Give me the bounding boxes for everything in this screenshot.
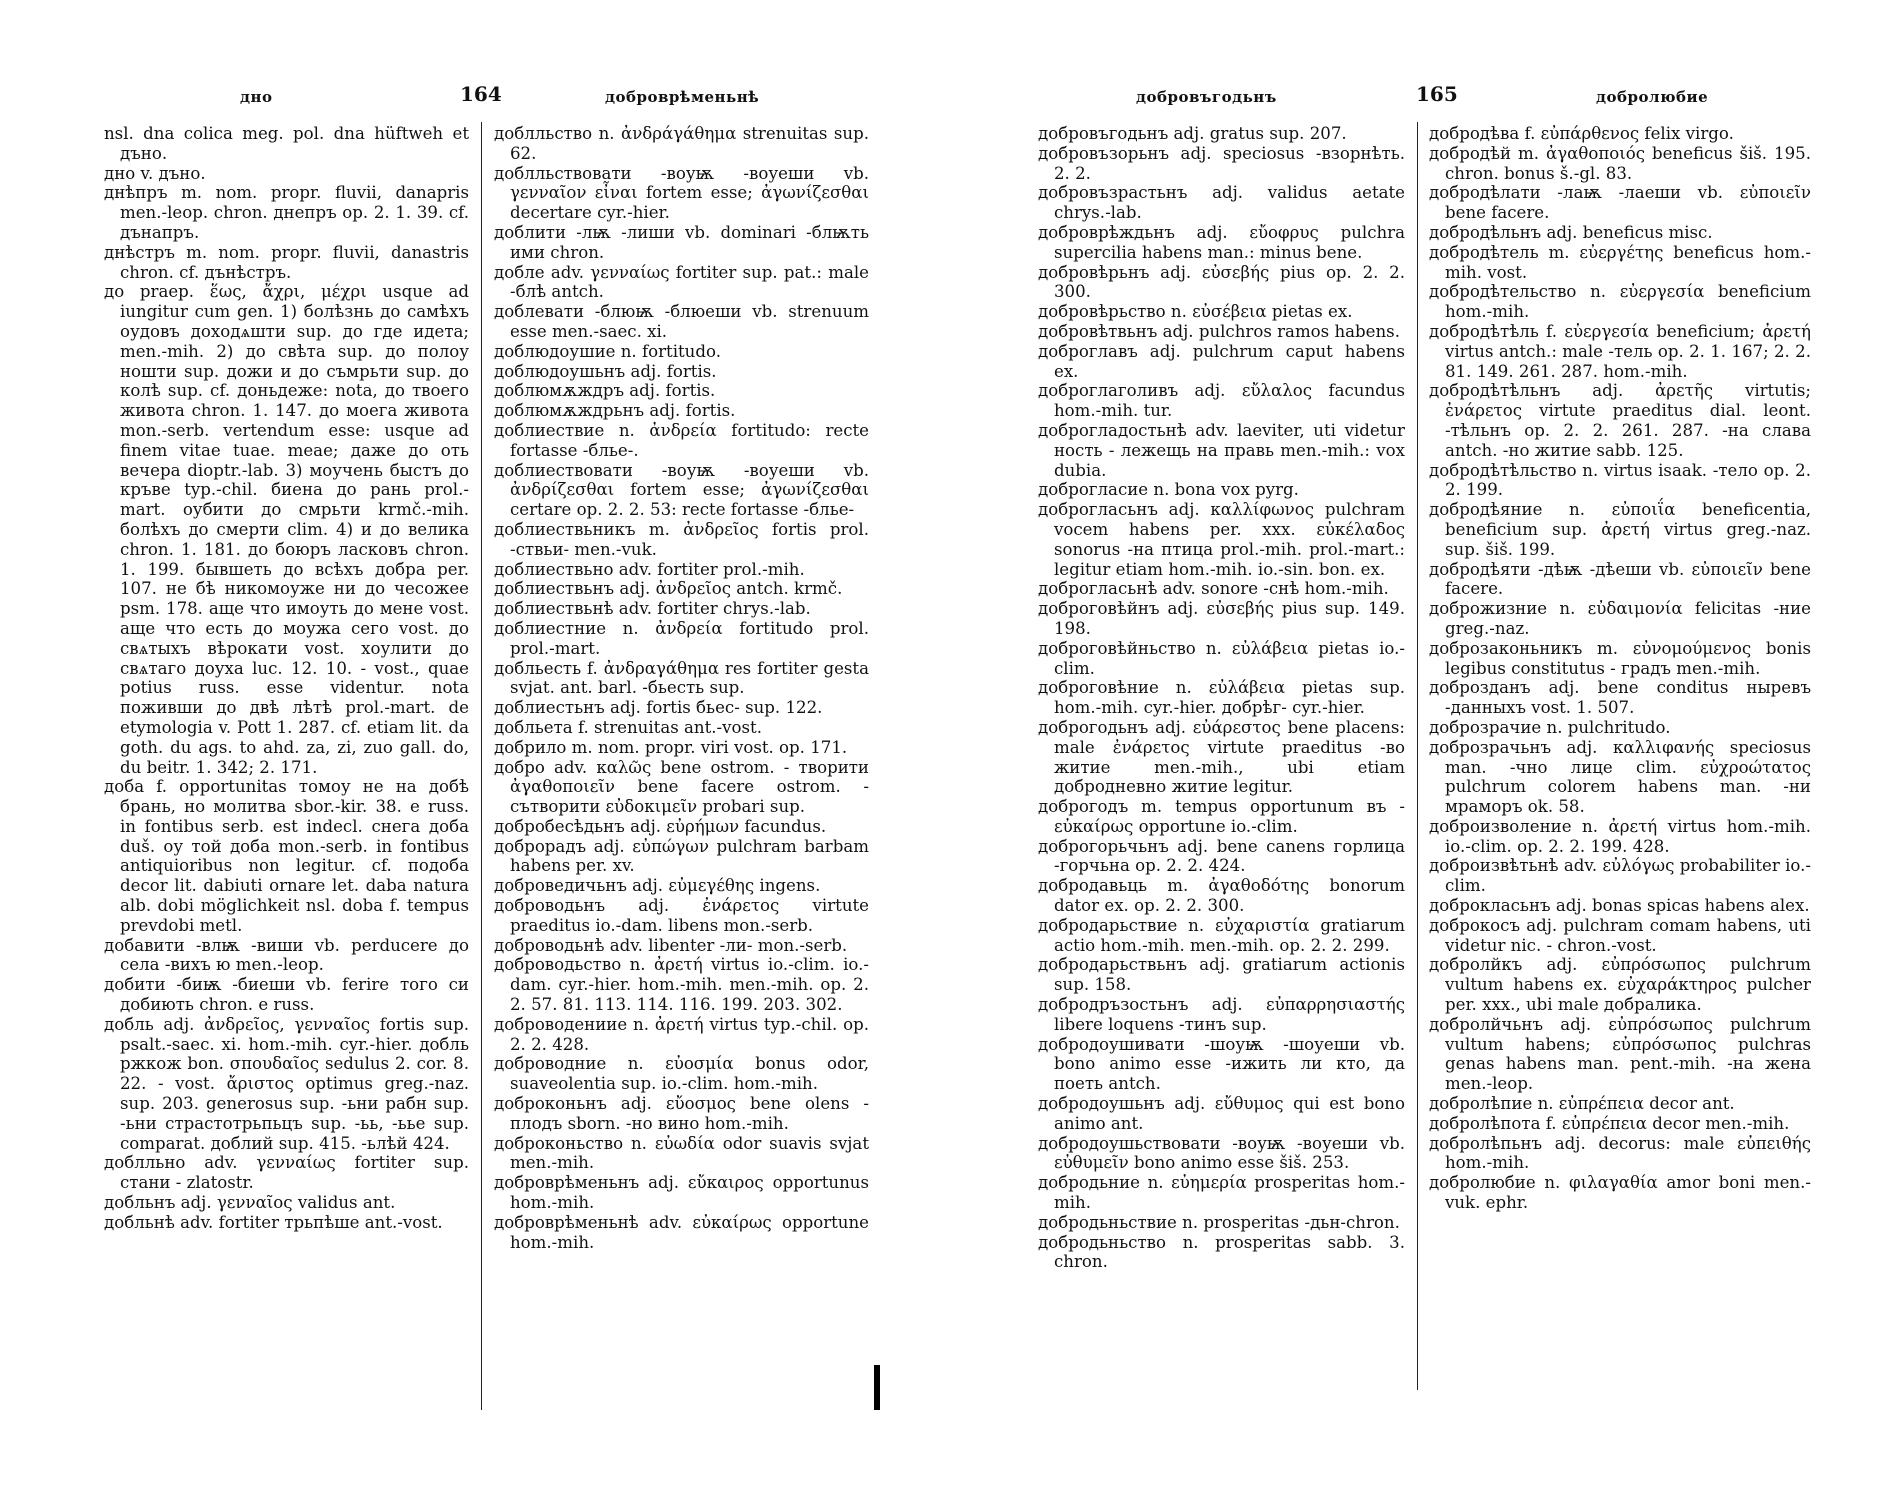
dictionary-entry: nsl. dna colica meg. pol. dna hüftweh et дъно. [104, 124, 469, 163]
dictionary-entry: дно v. дъно. [104, 163, 206, 183]
dictionary-entry: доброгодьнъ adj. εὐάρεστος bene placens: male ἐνάρετος virtute praeditus -во житие men.-mih., ubi etiam добродневно житие legitur. [1038, 717, 1405, 797]
column-2 [494, 124, 869, 1400]
dictionary-entry: доблиествьно adv. fortiter prol.-mih. [494, 559, 805, 579]
dictionary-entry: добродѣяние n. εὐποιΐα beneficentia, beneficium sup. ἀρετή virtus greg.-naz. sup. šiš. 199. [1429, 500, 1811, 559]
dictionary-entry: доброзрачьнъ adj. καλλιφανής speciosus man. -чно лице clim. εὐχροώτατος pulchrum colorem habens man. -ни мраморъ ok. 58. [1429, 737, 1811, 817]
dictionary-entry: до praep. ἕως, ἄχρι, μέχρι usque ad iungitur cum gen. 1) болѣзнь до самѣхъ оудовъ доходѧшти sup. до где идета; men.-mih. 2) до свѣта sup. до полоу ношти sup. дожи и до съмрьти sup. до колѣ sup. cf. доньдеже: nota, до твоего живота chron. 1. 147. до моега живота mon.-serb. vertendum esse: usque ad finem vitae tuae. meae; даже до оть вечера dioptr.-lab. 3) моучень быстъ до кръве typ.-chil. биена до рань prol.-mart. оубити до смрьти krmč.-mih. болѣхъ до смерти clim. 4) и до велика chron. 1. 181. до боюръ ласковъ chron. 1. 199. бывшеть до всѣхъ добра per. 107. не бѣ никомоуже ни до чесожее psm. 178. аще что имоуть до мене vost. аще что есть до моужа сего vost. до свѧтыхъ вѣрокати vost. хоулити до свѧтаго доуха luc. 12. 10. - vost., quae potius russ. esse videntur. nota поживши до двѣ лѣтѣ prol.-mart. de etymologia v. Pott 1. 287. cf. etiam lit. da goth. du ags. to ahd. za, zi, zuo gall. do, du beitr. 1. 342; 2. 171. [104, 282, 469, 777]
dictionary-entry: добродоушьнъ adj. εὔθυμος qui est bono animo ant. [1038, 1094, 1405, 1133]
dictionary-entry: доблюдоушие n. fortitudo. [494, 341, 721, 361]
dictionary-entry: доброконьнъ adj. εὔοσμος bene olens - плодъ sborn. -но вино hom.-mih. [494, 1094, 869, 1133]
header-right-headword: добролюбие [1596, 88, 1709, 106]
dictionary-entry: добродоушьствовати -воуѭ -воуеши vb. εὐθυμεῖν bono animo esse šiš. 253. [1038, 1133, 1405, 1173]
dictionary-entry: добавити -влѭ -виши vb. perducere до села -вихъ ю men.-leop. [104, 935, 469, 975]
dictionary-entry: доблиествовати -воуѭ -воуеши vb. ἀνδρίζεσθαι fortem esse; ἀγωνίζεσθαι certare op. 2. 2. 53: recte fortasse -блье- [494, 460, 869, 520]
dictionary-entry: добродьньство n. prosperitas sabb. 3. chron. [1038, 1232, 1405, 1272]
dictionary-entry: доблевати -блюѭ -блюеши vb. strenuum esse men.-saec. xi. [494, 302, 869, 341]
dictionary-entry: добродавьць m. ἀγαθοδότης bonorum dator ex. op. 2. 2. 300. [1038, 876, 1405, 916]
dictionary-entry: доблиествие n. ἀνδρεία fortitudo: recte fortasse -блье-. [494, 420, 869, 460]
dictionary-entry: доброводениие n. ἀρετή virtus typ.-chil. op. 2. 2. 428. [494, 1014, 869, 1054]
dictionary-entry: добровѣтвьнъ adj. pulchros ramos habens. [1038, 321, 1400, 341]
dictionary-entry: добровѣрьство n. εὐσέβεια pietas ex. [1038, 302, 1353, 322]
header-left-headword: добровъгодьнъ [1136, 88, 1277, 106]
dictionary-entry: доблити -лѭ -лиши vb. dominari -блѭть ими chron. [494, 222, 869, 262]
dictionary-entry: добльета f. strenuitas ant.-vost. [494, 717, 762, 737]
dictionary-entry: добродѣтѣльнъ adj. ἀρετῆς virtutis; ἐνάρετος virtute praeditus dial. leont. -тѣльнъ op. 2. 2. 261. 287. -на слава antch. -но житие sabb. 125. [1429, 381, 1811, 460]
page-edge-mark [874, 1365, 880, 1410]
dictionary-entry: добродѣяти -дѣѭ -дѣеши vb. εὐποιεῖν bene facere. [1429, 559, 1811, 599]
dictionary-entry: добродьние n. εὐημερία prosperitas hom.-mih. [1038, 1173, 1405, 1213]
dictionary-entry: доброврѣменьнъ adj. εὔκαιρος opportunus hom.-mih. [494, 1173, 869, 1213]
dictionary-entry: добль adj. ἀνδρεῖος, γενναῖος fortis sup. psalt.-saec. xi. hom.-mih. cyr.-hier. добль ржкож bon. σπουδαῖος sedulus 2. cor. 8. 22. - vost. ἄριστος optimus greg.-naz. sup. 203. generosus sup. -ьни рабн sup. -ьни страстотрьпьцъ sup. -ьь, -ьье sup. comparat. доблий sup. 415. -ьлѣй 424. [104, 1014, 469, 1153]
dictionary-entry: добльнѣ adv. fortiter трьпѣше ant.-vost. [104, 1212, 443, 1232]
right-page [951, 0, 1902, 1500]
dictionary-entry: добродѣтель m. εὐεργέτης beneficus hom.-mih. vost. [1429, 242, 1811, 282]
dictionary-entry: днѣпръ m. nom. propr. fluvii, danapris men.-leop. chron. днепръ op. 2. 1. 39. cf. дънапръ. [104, 183, 469, 242]
dictionary-entry: доброводьнъ adj. ἐνάρετος virtute praeditus io.-dam. libens mon.-serb. [494, 896, 869, 935]
dictionary-entry: добльнъ adj. γενναῖος validus ant. [104, 1193, 396, 1213]
dictionary-entry: доброизвѣтьнѣ adv. εὐλόγως probabiliter io.-clim. [1429, 856, 1811, 896]
dictionary-entry: доблиествьникъ m. ἀνδρεῖος fortis prol. -ствьи- men.-vuk. [494, 519, 869, 559]
dictionary-entry: доба f. opportunitas томоу не на добѣ брань, но молитва sbor.-kir. 38. e russ. in fontibus serb. est indecl. снега доба duš. оу той доба mon.-serb. in fontibus antiquioribus non legitur. cf. подоба decor lit. dabiuti ornare let. daba natura alb. dobi möglichkeit nsl. doba f. tempus prevdobi metl. [104, 777, 469, 935]
page-number: 164 [460, 82, 502, 106]
dictionary-entry: добродоушивати -шоуѭ -шоуеши vb. bono animo esse -ижить ли кто, да поеть antch. [1038, 1034, 1405, 1094]
dictionary-entry: доблиестние n. ἀνδρεία fortitudo prol. prol.-mart. [494, 618, 869, 658]
dictionary-entry: доброгладостьнѣ adv. laeviter, uti videtur ность - лежещь на правь men.-mih.: vox dubia. [1038, 420, 1405, 480]
dictionary-entry: добродѣтельство n. εὐεργεσία beneficium hom.-mih. [1429, 282, 1811, 322]
dictionary-entry: добролѣпьнъ adj. decorus: male εὐπειθής hom.-mih. [1429, 1133, 1811, 1173]
dictionary-entry: доброзданъ adj. bene conditus ныревъ -данныхъ vost. 1. 507. [1429, 678, 1811, 718]
dictionary-entry: добролюбие n. φιλαγαθία amor boni men.-vuk. ephr. [1429, 1173, 1811, 1213]
dictionary-entry: добролѣпота f. εὐπρέπεια decor men.-mih. [1429, 1113, 1790, 1133]
dictionary-entry: доблюдоушьнъ adj. fortis. [494, 361, 717, 381]
page-number: 165 [1416, 82, 1458, 106]
dictionary-entry: доблюмѫждръ adj. fortis. [494, 381, 716, 401]
dictionary-entry: добродѣтѣльство n. virtus isaak. -тело op. 2. 2. 199. [1429, 460, 1811, 500]
dictionary-entry: добродѣльнъ adj. beneficus misc. [1429, 222, 1713, 242]
dictionary-entry: доброводние n. εὐοσμία bonus odor, suaveolentia sup. io.-clim. hom.-mih. [494, 1054, 869, 1094]
dictionary-entry: доброгорьчьнъ adj. bene canens горлица -горчьна op. 2. 2. 424. [1038, 836, 1405, 876]
dictionary-entry: доброведичьнъ adj. εὐμεγέθης ingens. [494, 876, 821, 896]
dictionary-entry: доброгласие n. bona vox pyrg. [1038, 480, 1299, 500]
dictionary-entry: доброговѣйньство n. εὐλάβεια pietas io.-clim. [1038, 638, 1405, 678]
dictionary-entry: добродѣтѣль f. εὐεργεσία beneficium; ἀρετή virtus antch.: male -тель op. 2. 1. 167; 2. 2. 81. 149. 261. 287. hom.-mih. [1429, 321, 1811, 381]
dictionary-entry: добровъгодьнъ adj. gratus sup. 207. [1038, 124, 1347, 143]
dictionary-entry: добробесѣдьнъ adj. εὐρήμων facundus. [494, 816, 827, 836]
dictionary-entry: доброглавъ adj. pulchrum caput habens ex. [1038, 341, 1405, 381]
dictionary-entry: доброводьнѣ adv. libenter -ли- mon.-serb. [494, 935, 848, 955]
dictionary-entry: доброгодъ m. tempus opportunum въ - εὐκαίρως opportune io.-clim. [1038, 797, 1405, 836]
dictionary-entry: доброврѣждьнъ adj. εὔοφρυς pulchra supercilia habens man.: minus bene. [1038, 222, 1405, 262]
dictionary-entry: добити -биѭ -биеши vb. ferire того си добиють chron. e russ. [104, 975, 469, 1015]
header-left-headword: дно [240, 88, 273, 106]
dictionary-entry: добродьньствие n. prosperitas -дьн-chron. [1038, 1212, 1400, 1232]
dictionary-entry: добродѣй m. ἀγαθοποιός beneficus šiš. 195. chron. bonus š.-gl. 83. [1429, 143, 1811, 183]
dictionary-entry: добродръзостьнъ adj. εὐπαρρησιαστής libere loquens -тинъ sup. [1038, 995, 1405, 1034]
dictionary-entry: добле adv. γενναίως fortiter sup. pat.: male -блѣ antch. [494, 262, 869, 302]
dictionary-entry: доброглаголивъ adj. εὔλαλος facundus hom.-mih. tur. [1038, 381, 1405, 421]
dictionary-entry: доброконьство n. εὐωδία odor suavis svjat men.-mih. [494, 1133, 869, 1173]
dictionary-entry: доброговѣние n. εὐλάβεια pietas sup. hom.-mih. cyr.-hier. добрѣг- cyr.-hier. [1038, 678, 1405, 718]
dictionary-entry: доброкласьнъ adj. bonas spicas habens alex. [1429, 896, 1810, 916]
dictionary-entry: днѣстръ m. nom. propr. fluvii, danastris chron. cf. дънѣстръ. [104, 242, 469, 282]
dictionary-entry: доброзаконьникъ m. εὐνομούμενος bonis legibus constitutus - градъ men.-mih. [1429, 638, 1811, 678]
dictionary-entry: доброгласьнъ adj. καλλίφωνος pulchram vocem habens per. xxx. εὐκέλαδος sonorus -на птица prol.-mih. prol.-mart.: legitur etiam hom.-mih. io.-sin. bon. ex. [1038, 500, 1405, 579]
page-header [0, 82, 951, 112]
dictionary-entry: добродарьствьнъ adj. gratiarum actionis sup. 158. [1038, 955, 1405, 995]
column-1 [1038, 124, 1405, 1400]
dictionary-entry: добролйкъ adj. εὐπρόσωπος pulchrum vultum habens ex. εὐχαράκτηρος pulcher per. xxx., ubi male добралика. [1429, 955, 1811, 1015]
dictionary-entry: доброжизние n. εὐδαιμονία felicitas -ние greg.-naz. [1429, 599, 1811, 638]
dictionary-entry: доблльно adv. γενναίως fortiter sup. стани - zlatostr. [104, 1153, 469, 1193]
dictionary-entry: добровъзорьнъ adj. speciosus -взорнѣть. 2. 2. [1038, 143, 1405, 183]
dictionary-entry: добродарьствие n. εὐχαριστία gratiarum actio hom.-mih. men.-mih. op. 2. 2. 299. [1038, 915, 1405, 955]
dictionary-entry: добльесть f. ἀνδραγάθημα res fortiter gesta svjat. ant. barl. -бьесть sup. [494, 658, 869, 698]
dictionary-entry: доброзрачие n. pulchritudo. [1429, 717, 1671, 737]
dictionary-entry: доблюмѫждрьнъ adj. fortis. [494, 401, 736, 421]
dictionary-entry: добро adv. καλῶς bene ostrom. - творити ἀγαθοποιεῖν bene facere ostrom. - сътворити εὐδοκιμεῖν probari sup. [494, 757, 869, 817]
dictionary-entry: доброврѣменьнѣ adv. εὐκαίρως opportune hom.-mih. [494, 1212, 869, 1252]
column-divider [1417, 122, 1418, 1390]
dictionary-entry: добродѣва f. εὐπάρθενος felix virgo. [1429, 124, 1734, 143]
dictionary-entry: доброкосъ adj. pulchram comam habens, uti videtur nic. - chron.-vost. [1429, 915, 1811, 955]
dictionary-entry: доблиествьнѣ adv. fortiter chrys.-lab. [494, 599, 811, 619]
dictionary-entry: доброговѣйнъ adj. εὐσεβής pius sup. 149. 198. [1038, 599, 1405, 638]
dictionary-entry: добровъзрастьнъ adj. validus aetate chrys.-lab. [1038, 183, 1405, 223]
dictionary-entry: добролйчьнъ adj. εὐπρόσωπος pulchrum vultum habens; εὐπρόσωπος pulchras genas habens man. pent.-mih. -на жена men.-leop. [1429, 1014, 1811, 1094]
dictionary-entry: доброводьство n. ἀρετή virtus io.-clim. io.-dam. cyr.-hier. hom.-mih. men.-mih. op. 2. 2. 57. 81. 113. 114. 116. 199. 203. 302. [494, 955, 869, 1015]
dictionary-entry: доброизволение n. ἀρετή virtus hom.-mih. io.-clim. op. 2. 2. 199. 428. [1429, 816, 1811, 856]
dictionary-entry: добровѣрьнъ adj. εὐσεβής pius op. 2. 2. 300. [1038, 262, 1405, 302]
page-header [951, 82, 1902, 112]
dictionary-entry: добролѣпие n. εὐπρέπεια decor ant. [1429, 1094, 1735, 1114]
dictionary-entry: доблльство n. ἀνδράγάθημα strenuitas sup. 62. [494, 124, 869, 163]
dictionary-entry: доблльствовати -воуѭ -воуеши vb. γενναῖον εἶναι fortem esse; ἀγωνίζεσθαι decertare cyr.-hier. [494, 163, 869, 223]
column-2 [1429, 124, 1811, 1400]
dictionary-entry: доброгласьнѣ adv. sonore -снѣ hom.-mih. [1038, 579, 1389, 599]
column-divider [481, 122, 482, 1410]
dictionary-entry: доблиествьнъ adj. ἀνδρεῖος antch. krmč. [494, 579, 843, 599]
dictionary-entry: доброрадъ adj. εὐπώγων pulchram barbam habens per. xv. [494, 836, 869, 876]
dictionary-entry: доблиестьнъ adj. fortis бьес- sup. 122. [494, 698, 823, 718]
dictionary-entry: добрило m. nom. propr. viri vost. op. 171. [494, 737, 848, 757]
column-1 [104, 124, 469, 1400]
dictionary-entry: добродѣлати -лаѭ -лаеши vb. εὐποιεῖν bene facere. [1429, 183, 1811, 223]
header-right-headword: доброврѣменьнѣ [605, 88, 760, 106]
